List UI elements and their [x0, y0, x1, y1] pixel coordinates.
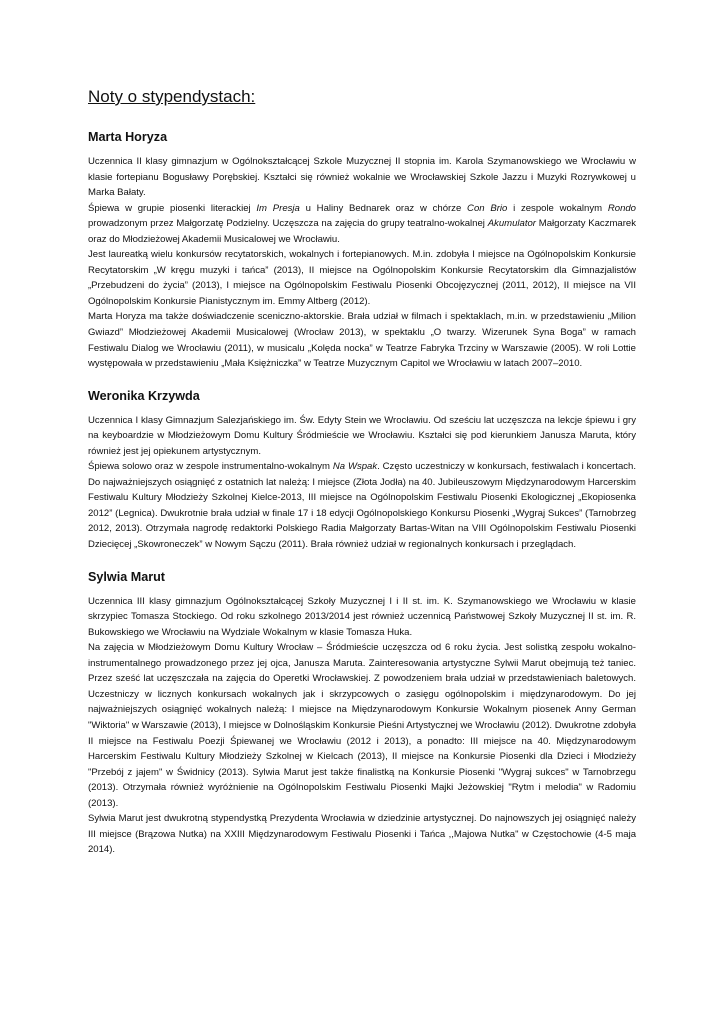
- italic-text-run: Im Presja: [256, 202, 300, 214]
- paragraph: [88, 309, 636, 371]
- paragraph: [88, 413, 636, 460]
- text-run: Uczennica I klasy Gimnazjum Salezjańskiego im. Św. Edyty Stein we Wrocławiu. Od sześciu lat uczęszcza na lekcje śpiewu i gry na keyboardzie w Młodzieżowym Domu Kultury Śródmieście we Wrocławiu. Kształci się pod kierunkiem Janusza Maruta, który również jest jej opiekunem artystycznym.: [88, 414, 636, 457]
- text-run: prowadzonym przez Małgorzatę Podzielny. Uczęszcza na zajęcia do grupy teatralno-wokalnej: [88, 218, 488, 230]
- text-run: . Często uczestniczy w konkursach, festiwalach i koncertach. Do najważniejszych osiągnięć z ostatnich lat należą: I miejsce (Złota Jodła) na 40. Jubileuszowym Międzynarodowym Harcerskim Festiwalu Kultury Młodzieży Szkolnej Kielce-2013, III miejsce na Ogólnopolskim Festiwalu Piosenki Ekologicznej „Ekopiosenka 2012” (Legnica). Dwukrotnie brała udział w finale 17 i 18 edycji Ogólnopolskiego Konkursu Piosenki „Wygraj Sukces” (Tarnobrzeg 2012, 2013). Otrzymała nagrodę redaktorki Polskiego Radia Małgorzaty Bartas-Witan na VIII Ogólnopolskim Festiwalu Piosenki Dziecięcej „Skowroneczek” w Nowym Sączu (2011). Brała również udział w regionalnych konkursach i przeglądach.: [88, 461, 637, 551]
- paragraph: [88, 640, 636, 811]
- italic-text-run: Con Brio: [467, 202, 508, 214]
- document-title: Noty o stypendystach:: [88, 87, 256, 106]
- paragraph: [88, 201, 636, 248]
- text-run: Małgorzaty Kaczmarek oraz do Młodzieżowej Akademii Musicalowej we Wrocławiu.: [88, 218, 636, 245]
- text-run: Jest laureatką wielu konkursów recytatorskich, wokalnych i fortepianowych. M.in. zdobyła I miejsce na Ogólnopolskim Konkursie Recytatorskim „W kręgu muzyki i tańca” (2013), II miejsce na Ogólnopolskim Konkursie Recytatorskim dla Gimnazjalistów „Przebudzeni do życia” (2013), I miejsce na Ogólnopolskim Festiwalu Piosenki Obcojęzycznej (2011, 2012), II miejsce na VII Ogólnopolskim Konkursie Pianistycznym im. Emmy Altberg (2012).: [88, 249, 636, 307]
- text-run: i zespole wokalnym: [507, 202, 608, 214]
- text-run: Uczennica II klasy gimnazjum w Ogólnokształcącej Szkole Muzycznej II stopnia im. Karola Szymanowskiego we Wrocławiu w klasie fortepianu Bogusławy Porębskiej. Kształci się również wokalnie we Wrocławskiej Szkole Jazzu i Muzyki Rozrywkowej u Marka Bałaty.: [88, 156, 636, 199]
- section-weronika-krzywda: [88, 388, 636, 553]
- text-run: Uczennica III klasy gimnazjum Ogólnokształcącej Szkoły Muzycznej I i II st. im. K. Szymanowskiego we Wrocławiu w klasie skrzypiec Tomasza Stockiego. Od roku szkolnego 2013/2014 jest również uczennicą Państwowej Szkoły Muzycznej II st. im. R. Bukowskiego we Wrocławiu na Wydziale Wokalnym w klasie Tomasza Huka.: [88, 595, 636, 638]
- italic-text-run: Na Wspak: [332, 461, 378, 473]
- section-sylwia-marut: [88, 569, 636, 858]
- document-page: [88, 86, 636, 874]
- italic-text-run: Akumulator: [487, 218, 536, 230]
- section-marta-horyza: [88, 129, 636, 372]
- person-name: Sylwia Marut: [88, 569, 165, 584]
- person-name: Weronika Krzywda: [88, 388, 200, 403]
- person-name: Marta Horyza: [88, 130, 168, 144]
- text-run: Na zajęcia w Młodzieżowym Domu Kultury Wrocław – Śródmieście uczęszcza od 6 roku życia. Jest solistką zespołu wokalno-instrumentalnego prowadzonego przez jej ojca, Janusza Maruta. Zainteresowania artystyczne Sylwii Marut obejmują też taniec. Przez sześć lat uczęszczała na zajęcia do Operetki Wrocławskiej. Z powodzeniem brała udział w przedstawieniach baletowych. Uczestniczy w licznych konkursach wokalnych jak i skrzypcowych o zasięgu ogólnopolskim i międzynarodowym. Do jej najważniejszych osiągnięć wokalnych należą: I miejsce na Międzynarodowym Konkursie Wokalnym piosenek Anny German "Wiktoria" w Warszawie (2013), I miejsce w Dolnośląskim Konkursie Pieśni Artystycznej we Wrocławiu (2012). Dwukrotne zdobyła II miejsce na Festiwalu Poezji Śpiewanej we Wrocławiu (2012 i 2013), a ponadto: III miejsce na 40. Międzynarodowym Harcerskim Festiwalu Kultury Młodzieży Szkolnej w Kielcach (2013), II miejsce na Konkursie Piosenki dla Dzieci i Młodzieży "Przebój z jajem" w Świdnicy (2013). Sylwia Marut jest także finalistką na Konkursie Piosenki "Wygraj sukces" w Tarnobrzegu (2013). Otrzymała również wyróżnienie na Ogólnopolskim Festiwalu Piosenki Majki Jeżowskiej "Rytm i melodia" w Radomiu (2013).: [88, 642, 636, 809]
- paragraph: [88, 459, 636, 552]
- text-run: Śpiewa w grupie piosenki literackiej: [88, 202, 257, 214]
- text-run: Sylwia Marut jest dwukrotną stypendystką Prezydenta Wrocławia w dziedzinie artystycznej. Do najnowszych jej osiągnięć należy III miejsce (Brązowa Nutka) na XXIII Międzynarodowym Festiwalu Piosenki i Tańca ,,Majowa Nutka" w Częstochowie (4-5 maja 2014).: [88, 813, 636, 856]
- paragraph: [88, 594, 636, 641]
- text-run: Śpiewa solowo oraz w zespole instrumentalno-wokalnym: [88, 461, 333, 473]
- text-run: Marta Horyza ma także doświadczenie sceniczno-aktorskie. Brała udział w filmach i spektaklach, m.in. w przedstawieniu „Milion Gwiazd” Młodzieżowej Akademii Musicalowej (Wrocław 2013), w spektaklu „O twarzy. Wizerunek Syna Boga” w ramach Festiwalu Dialog we Wrocławiu (2011), w musicalu „Kolęda nocka” w Teatrze Fabryka Trzciny w Warszawie (2005). W roli Lottie występowała w przedstawieniu „Mała Księżniczka” w Teatrze Muzycznym Capitol we Wrocławiu w latach 2007–2010.: [88, 311, 636, 370]
- text-run: u Haliny Bednarek oraz w chórze: [299, 202, 468, 214]
- paragraph: [88, 247, 636, 309]
- paragraph: [88, 811, 636, 858]
- italic-text-run: Rondo: [607, 202, 636, 214]
- paragraph: [88, 154, 636, 201]
